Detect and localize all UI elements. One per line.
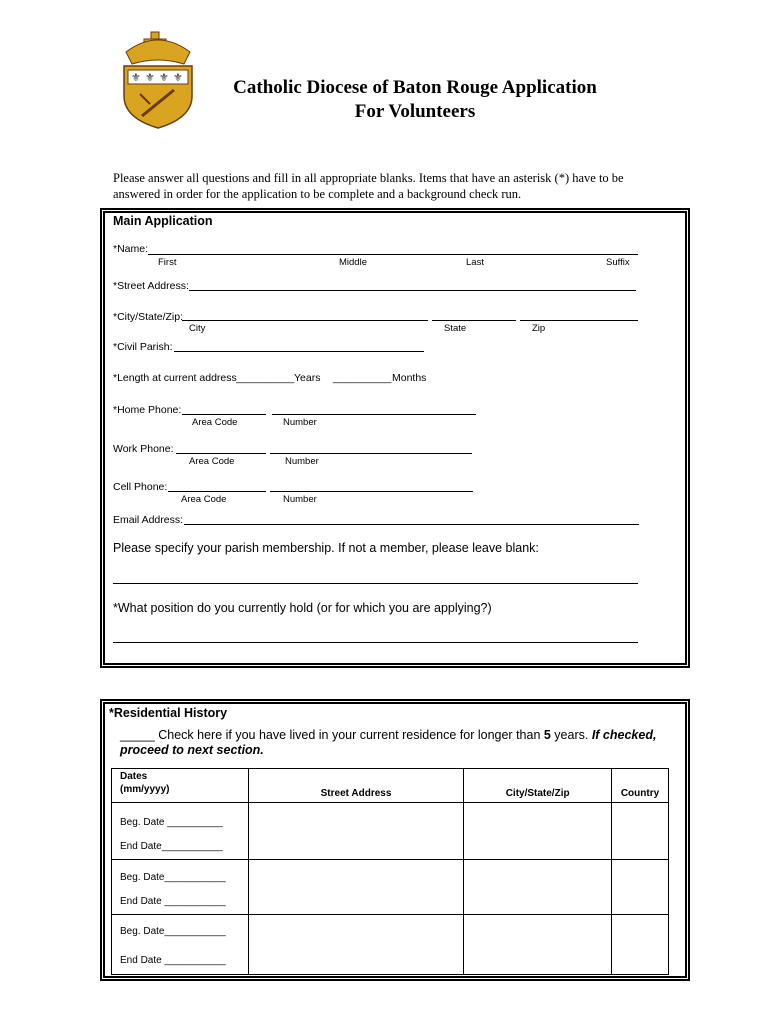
beg-date-input[interactable]: Beg. Date___________ bbox=[120, 926, 226, 937]
home-area-code-caption: Area Code bbox=[192, 417, 238, 428]
position-input[interactable] bbox=[113, 642, 638, 643]
end-date-input[interactable]: End Date ___________ bbox=[120, 896, 226, 907]
svg-text:⚜: ⚜ bbox=[159, 72, 169, 84]
residential-history-heading: *Residential History bbox=[109, 706, 228, 720]
email-input[interactable] bbox=[184, 524, 639, 525]
cell-number-input[interactable] bbox=[270, 491, 473, 492]
length-months-input[interactable]: __________ bbox=[333, 372, 392, 384]
city-caption: City bbox=[189, 323, 206, 334]
city-input[interactable] bbox=[182, 320, 428, 321]
work-area-code-caption: Area Code bbox=[189, 456, 235, 467]
beg-date-input[interactable]: Beg. Date___________ bbox=[120, 872, 226, 883]
city-state-zip-label: *City/State/Zip: bbox=[113, 311, 184, 323]
position-question: *What position do you currently hold (or for which you are applying?) bbox=[113, 601, 492, 615]
name-input[interactable] bbox=[148, 254, 638, 255]
work-phone-label: Work Phone: bbox=[113, 443, 174, 455]
state-input[interactable] bbox=[432, 320, 516, 321]
country-cell[interactable] bbox=[612, 803, 669, 860]
city-state-zip-cell[interactable] bbox=[464, 803, 612, 860]
home-number-caption: Number bbox=[283, 417, 317, 428]
name-label: *Name: bbox=[113, 243, 149, 255]
home-phone-label: *Home Phone: bbox=[113, 404, 182, 416]
dates-cell bbox=[112, 915, 249, 975]
parish-membership-input[interactable] bbox=[113, 583, 638, 584]
end-date-input[interactable]: End Date ___________ bbox=[120, 955, 226, 966]
street-address-cell[interactable] bbox=[248, 915, 464, 975]
work-area-code-input[interactable] bbox=[176, 453, 266, 454]
name-middle-caption: Middle bbox=[339, 257, 367, 268]
work-number-caption: Number bbox=[285, 456, 319, 467]
country-cell[interactable] bbox=[612, 860, 669, 915]
civil-parish-input[interactable] bbox=[174, 351, 424, 352]
work-number-input[interactable] bbox=[270, 453, 472, 454]
months-label: Months bbox=[392, 372, 427, 384]
table-row bbox=[112, 860, 669, 915]
table-row bbox=[112, 803, 669, 860]
street-address-label: *Street Address: bbox=[113, 280, 189, 292]
home-number-input[interactable] bbox=[272, 414, 476, 415]
country-cell[interactable] bbox=[612, 915, 669, 975]
dates-cell bbox=[112, 860, 249, 915]
intro-text: Please answer all questions and fill in all appropriate blanks. Items that have an asterisk (*) have to be answered in order for the application to be complete and a background check run. bbox=[113, 171, 624, 201]
parish-membership-question: Please specify your parish membership. If not a member, please leave blank: bbox=[113, 541, 539, 555]
beg-date-input[interactable]: Beg. Date __________ bbox=[120, 817, 223, 828]
zip-caption: Zip bbox=[532, 323, 546, 334]
length-at-address-label: *Length at current address bbox=[113, 372, 237, 384]
cell-number-caption: Number bbox=[283, 494, 317, 505]
city-state-zip-cell[interactable] bbox=[464, 860, 612, 915]
zip-input[interactable] bbox=[520, 320, 638, 321]
end-date-input[interactable]: End Date___________ bbox=[120, 841, 223, 852]
residential-history-table bbox=[111, 768, 669, 975]
street-address-input[interactable] bbox=[189, 290, 636, 291]
table-header-row bbox=[112, 769, 669, 803]
home-area-code-input[interactable] bbox=[182, 414, 266, 415]
main-application-section bbox=[103, 211, 687, 665]
name-last-caption: Last bbox=[466, 257, 484, 268]
residence-check-blank[interactable]: _____ bbox=[120, 728, 155, 742]
cell-area-code-input[interactable] bbox=[168, 491, 266, 492]
civil-parish-label: *Civil Parish: bbox=[113, 341, 173, 353]
dates-cell bbox=[112, 803, 249, 860]
street-address-cell[interactable] bbox=[248, 803, 464, 860]
years-label: Years bbox=[294, 372, 321, 384]
name-first-caption: First bbox=[158, 257, 177, 268]
form-title-line2: For Volunteers bbox=[354, 101, 476, 122]
table-row bbox=[112, 915, 669, 975]
state-caption: State bbox=[444, 323, 467, 334]
city-state-zip-column-header: City/State/Zip bbox=[464, 769, 612, 803]
length-years-input[interactable]: __________ bbox=[236, 372, 295, 384]
svg-text:⚜: ⚜ bbox=[131, 72, 141, 84]
street-address-column-header: Street Address bbox=[248, 769, 464, 803]
residence-check-text: _____ Check here if you have lived in your current residence for longer than 5 years. If checked, bbox=[120, 728, 657, 742]
email-label: Email Address: bbox=[113, 514, 184, 526]
cell-area-code-caption: Area Code bbox=[181, 494, 227, 505]
street-address-cell[interactable] bbox=[248, 860, 464, 915]
dates-column-header: Dates (mm/yyyy) bbox=[112, 769, 249, 803]
city-state-zip-cell[interactable] bbox=[464, 915, 612, 975]
cell-phone-label: Cell Phone: bbox=[113, 481, 168, 493]
country-column-header: Country bbox=[612, 769, 669, 803]
svg-text:⚜: ⚜ bbox=[145, 72, 155, 84]
residence-check-instruction: proceed to next section. bbox=[120, 743, 264, 757]
svg-text:⚜: ⚜ bbox=[173, 72, 183, 84]
form-title-line1: Catholic Diocese of Baton Rouge Application bbox=[233, 77, 597, 98]
main-application-heading: Main Application bbox=[113, 214, 213, 228]
name-suffix-caption: Suffix bbox=[606, 257, 630, 268]
